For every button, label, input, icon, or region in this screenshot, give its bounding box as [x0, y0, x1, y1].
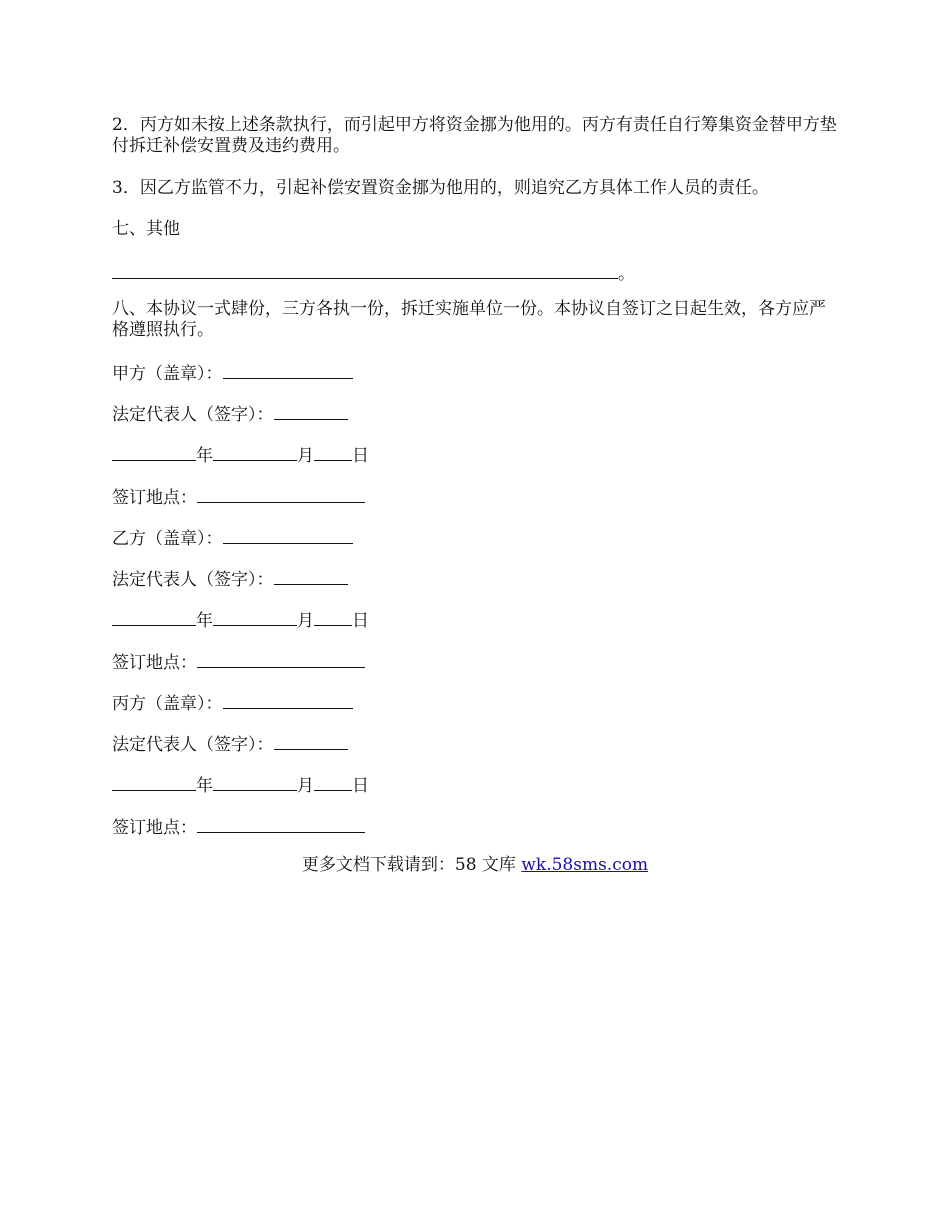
party-a-rep-blank	[274, 402, 348, 420]
party-a-place-blank	[197, 485, 365, 503]
month-label: 月	[297, 611, 314, 631]
party-b-rep-label: 法定代表人（签字）：	[112, 570, 274, 590]
party-c-rep-label: 法定代表人（签字）：	[112, 735, 274, 755]
party-b-place-line	[112, 650, 365, 674]
party-b-blank	[223, 526, 353, 544]
day-label: 日	[352, 611, 369, 631]
footer-link[interactable]: wk.58sms.com	[521, 855, 649, 875]
party-a-place-label: 签订地点：	[112, 488, 197, 508]
clause-3-paragraph: 3．因乙方监管不力，引起补偿安置资金挪为他用的，则追究乙方具体工作人员的责任。	[112, 178, 769, 198]
party-b-rep-line	[112, 567, 348, 591]
party-a-rep-line	[112, 402, 348, 426]
year-label: 年	[196, 776, 213, 796]
month-blank	[213, 608, 297, 626]
party-b-rep-blank	[274, 567, 348, 585]
section-8-paragraph: 八、本协议一式肆份，三方各执一份，拆迁实施单位一份。本协议自签订之日起生效，各方应严格遵照执行。	[112, 299, 826, 340]
footer-text: 更多文档下载请到：58 文库	[301, 855, 522, 875]
party-a-rep-label: 法定代表人（签字）：	[112, 405, 274, 425]
day-blank	[314, 443, 352, 461]
party-c-place-line	[112, 815, 365, 839]
party-c-place-label: 签订地点：	[112, 818, 197, 838]
period-mark: 。	[618, 264, 635, 284]
section-7-heading: 七、其他	[112, 219, 180, 239]
party-c-date-line	[112, 773, 369, 797]
blank-line	[112, 261, 618, 279]
party-c-place-blank	[197, 815, 365, 833]
day-label: 日	[352, 446, 369, 466]
party-b-place-blank	[197, 650, 365, 668]
party-c-blank	[223, 691, 353, 709]
party-a-label: 甲方（盖章）：	[112, 364, 223, 384]
party-b-date-line	[112, 608, 369, 632]
download-footer	[0, 855, 950, 876]
party-b-seal-line	[112, 526, 353, 550]
year-blank	[112, 608, 196, 626]
party-a-date-line	[112, 443, 369, 467]
party-a-blank	[223, 361, 353, 379]
day-blank	[314, 773, 352, 791]
month-label: 月	[297, 446, 314, 466]
party-a-place-line	[112, 485, 365, 509]
party-c-rep-line	[112, 732, 348, 756]
year-blank	[112, 773, 196, 791]
day-label: 日	[352, 776, 369, 796]
party-c-label: 丙方（盖章）：	[112, 694, 223, 714]
year-label: 年	[196, 611, 213, 631]
month-blank	[213, 773, 297, 791]
party-a-seal-line	[112, 361, 353, 385]
party-b-place-label: 签订地点：	[112, 653, 197, 673]
year-blank	[112, 443, 196, 461]
year-label: 年	[196, 446, 213, 466]
month-blank	[213, 443, 297, 461]
day-blank	[314, 608, 352, 626]
party-c-seal-line	[112, 691, 353, 715]
clause-2-paragraph: 2．丙方如未按上述条款执行，而引起甲方将资金挪为他用的。丙方有责任自行筹集资金替甲方垫付拆迁补偿安置费及违约费用。	[112, 115, 837, 156]
party-b-label: 乙方（盖章）：	[112, 529, 223, 549]
month-label: 月	[297, 776, 314, 796]
party-c-rep-blank	[274, 732, 348, 750]
other-terms-blank	[112, 261, 635, 285]
